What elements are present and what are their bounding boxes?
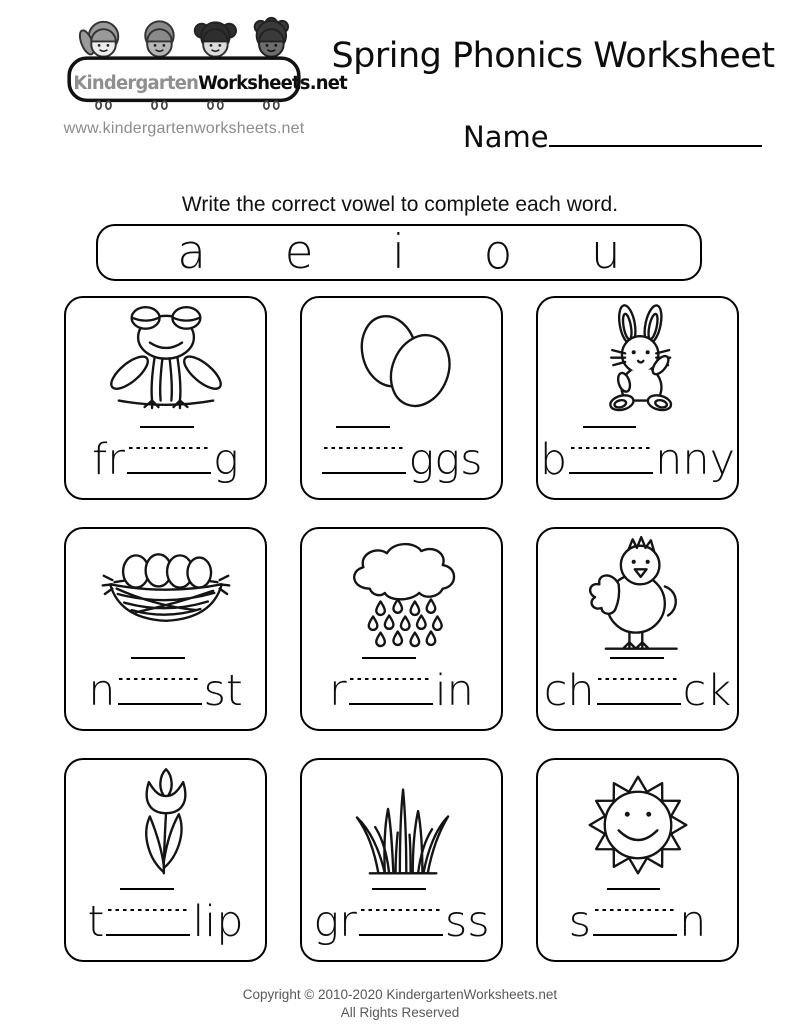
word-suffix: in [434,666,474,716]
nest-image [66,529,265,653]
vowel-blank[interactable] [127,426,211,474]
dashed-guide-line [129,447,210,449]
card-frog [64,296,267,500]
vowel-blank[interactable] [106,888,190,936]
word-prefix: t [87,897,105,947]
vowel-blank[interactable] [118,657,202,705]
card-nest [64,527,267,731]
word-bunny [538,422,737,498]
word-tulip [66,884,265,960]
rights-line: All Rights Reserved [340,1005,460,1021]
word-suffix: g [213,435,239,485]
vowel-blank[interactable] [322,426,406,474]
dashed-guide-line [324,447,405,449]
dashed-guide-line [119,678,200,680]
card-rain [300,527,503,731]
word-nest [66,653,265,729]
word-sun [538,884,737,960]
vowel-bank [96,224,702,281]
name-row [463,120,762,154]
vowel-a: a [177,225,207,280]
word-rain [302,653,501,729]
tulip-image [66,760,265,884]
card-bunny [536,296,739,500]
dashed-guide-line [595,909,676,911]
copyright-line: Copyright © 2010-2020 KindergartenWorksheets.net [242,987,558,1002]
page-title: Spring Phonics Worksheet [331,36,775,76]
dashed-guide-line [108,909,189,911]
vowel-blank[interactable] [597,657,681,705]
word-prefix: b [539,435,568,485]
dashed-guide-line [350,678,431,680]
vowel-blank[interactable] [359,888,443,936]
footer [0,986,800,1022]
card-tulip [64,758,267,962]
word-suffix: lip [192,897,244,947]
word-grass [302,884,501,960]
logo-text-worksheets: Worksheets.net [198,73,347,94]
chick-image [538,529,737,653]
card-eggs [300,296,503,500]
word-prefix: n [88,666,116,716]
word-chick [538,653,737,729]
word-prefix: ch [543,666,595,716]
word-prefix: s [568,897,592,947]
vowel-blank[interactable] [569,426,653,474]
word-frog [66,422,265,498]
name-write-line[interactable] [549,142,762,147]
dashed-guide-line [598,678,679,680]
name-label: Name [463,120,549,154]
word-suffix: n [679,897,707,947]
bunny-image [538,298,737,422]
rain-cloud-image [302,529,501,653]
sun-image [538,760,737,884]
vowel-e: e [284,225,314,280]
logo-text-kindergarten: Kindergarten [73,73,199,94]
eggs-image [302,298,501,422]
word-suffix: ss [444,897,490,947]
dashed-guide-line [361,909,442,911]
word-suffix: st [203,666,243,716]
cards-grid [64,296,739,962]
vowel-blank[interactable] [593,888,677,936]
vowel-blank[interactable] [349,657,433,705]
card-grass [300,758,503,962]
card-sun [536,758,739,962]
word-eggs [302,422,501,498]
site-logo [63,12,347,137]
word-prefix: fr [92,435,125,485]
instruction-text: Write the correct vowel to complete each word. [181,193,619,216]
card-chick [536,527,739,731]
vowel-i: i [392,225,406,280]
word-suffix: ggs [408,435,483,485]
word-suffix: nny [655,435,736,485]
vowel-o: o [483,225,513,280]
vowel-u: u [590,225,621,280]
logo-wordmark [73,73,347,94]
dashed-guide-line [571,447,652,449]
kids-logo-illustration [66,12,302,118]
frog-image [66,298,265,422]
site-url: www.kindergartenworksheets.net [63,120,305,137]
word-prefix: gr [313,897,357,947]
grass-image [302,760,501,884]
word-suffix: ck [682,666,732,716]
word-prefix: r [329,666,347,716]
